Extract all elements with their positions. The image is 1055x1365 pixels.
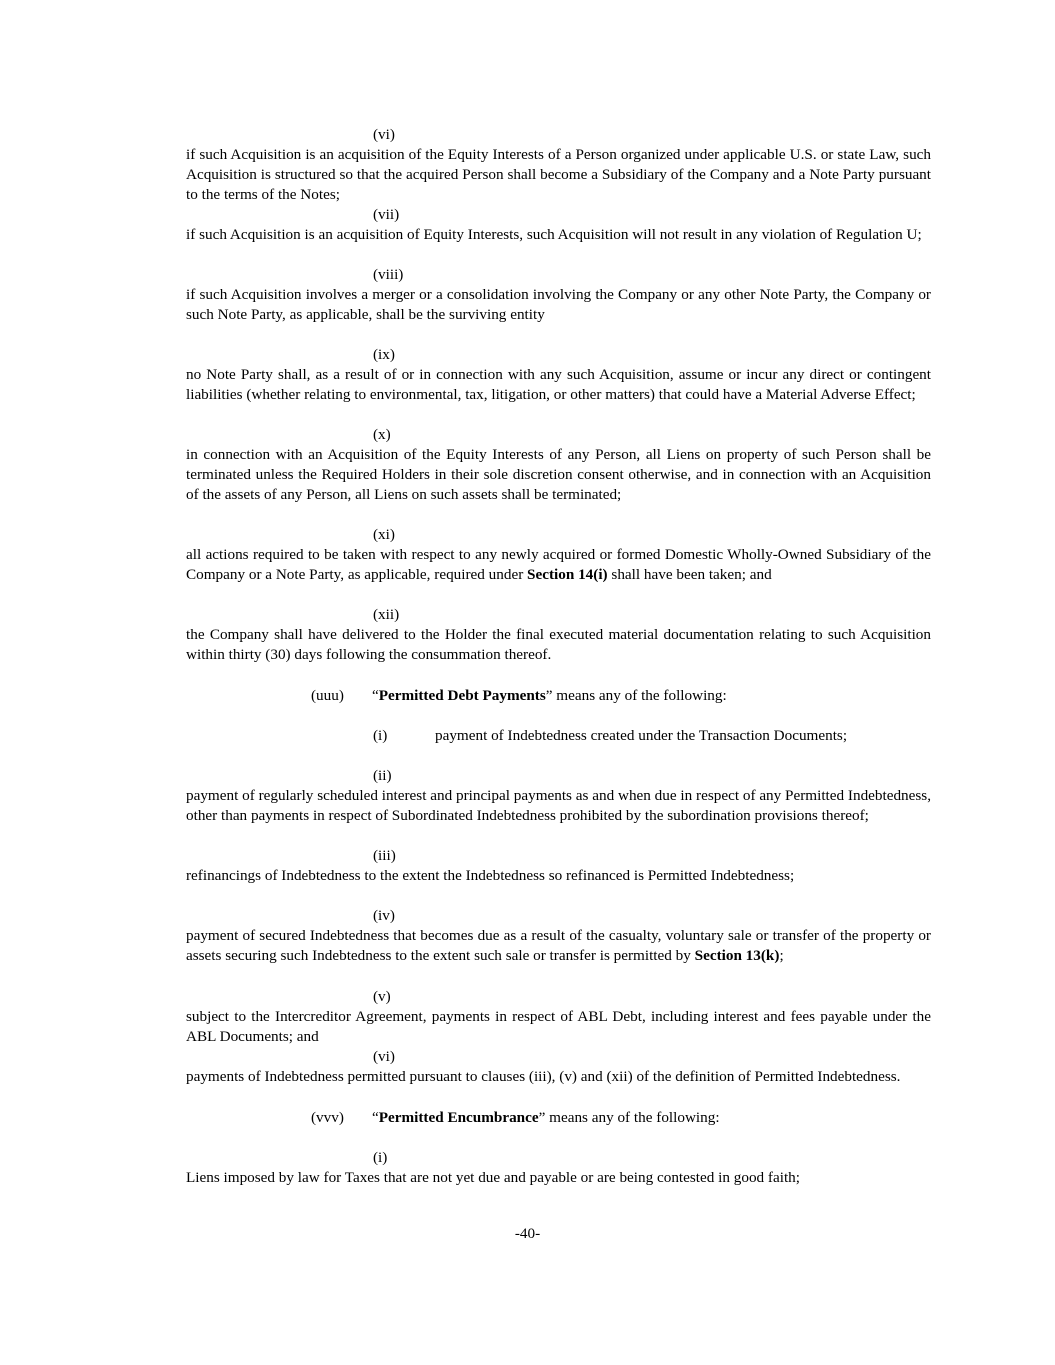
clause-text: if such Acquisition involves a merger or a consolidation involving the Company or any other Note Party, the Company or such Note Party, as applicable, shall be the surviving entity [186, 286, 931, 323]
clause-number: (iii) [373, 847, 396, 864]
clause-viii [186, 265, 931, 325]
clause-text: payment of Indebtedness created under the Transaction Documents; [435, 727, 848, 744]
clause-text: all actions required to be taken with respect to any newly acquired or formed Domestic Wholly-Owned Subsidiary of the Company or a Note Party, as applicable, required under [186, 546, 931, 583]
debt-clause-i [186, 726, 931, 746]
definition-text: ” means any of the following: [538, 1109, 720, 1126]
debt-clause-iii [186, 846, 931, 886]
clause-text: payments of Indebtedness permitted pursuant to clauses (iii), (v) and (xii) of the definition of Permitted Indebtedness. [186, 1068, 901, 1085]
clause-number: (vi) [373, 126, 395, 143]
clause-xii [186, 605, 931, 665]
open-quote: “ [372, 687, 379, 704]
clause-text-end: ; [779, 947, 784, 964]
clause-number: (xii) [373, 606, 400, 623]
open-quote: “ [372, 1109, 379, 1126]
clause-text: no Note Party shall, as a result of or in connection with any such Acquisition, assume or incur any direct or contingent liabilities (whether relating to environmental, tax, litigation, or other matters) that could have a Material Adverse Effect; [186, 366, 931, 403]
clause-text: the Company shall have delivered to the Holder the final executed material documentation relating to such Acquisition within thirty (30) days following the consummation thereof. [186, 626, 931, 663]
clause-number: (ix) [373, 346, 395, 363]
page-number: -40- [514, 1225, 541, 1242]
defined-term: Permitted Encumbrance [378, 1109, 539, 1126]
definition-number: (vvv) [311, 1109, 344, 1126]
clause-number: (i) [373, 727, 388, 744]
clause-number: (xi) [373, 526, 395, 543]
debt-clause-vi [186, 1047, 931, 1087]
definition-permitted-encumbrance [311, 1108, 931, 1128]
clause-text: payment of secured Indebtedness that becomes due as a result of the casualty, voluntary sale or transfer of the property or assets securing such Indebtedness to the extent such sale or transfer is permitted by [186, 927, 931, 964]
debt-clause-iv [186, 906, 931, 966]
clause-text: in connection with an Acquisition of the Equity Interests of any Person, all Liens on property of such Person shall be terminated unless the Required Holders in their sole discretion consent otherwise, and in connection with an Acquisition of the assets of any Person, all Liens on such assets shall be terminated; [186, 446, 931, 503]
clause-number: (ii) [373, 767, 392, 784]
encumbrance-clause-i [186, 1148, 931, 1188]
section-reference: Section 13(k) [694, 947, 780, 964]
clause-number: (vi) [373, 1048, 395, 1065]
defined-term: Permitted Debt Payments [378, 687, 546, 704]
clause-text: if such Acquisition is an acquisition of Equity Interests, such Acquisition will not result in any violation of Regulation U; [186, 226, 922, 243]
clause-number: (viii) [373, 266, 404, 283]
clause-text-end: shall have been taken; and [607, 566, 772, 583]
definition-number: (uuu) [311, 687, 344, 704]
clause-text: refinancings of Indebtedness to the extent the Indebtedness so refinanced is Permitted Indebtedness; [186, 867, 795, 884]
clause-vii [186, 205, 931, 245]
clause-ix [186, 345, 931, 405]
clause-number: (iv) [373, 907, 395, 924]
section-reference: Section 14(i) [527, 566, 608, 583]
definition-text: ” means any of the following: [545, 687, 727, 704]
clause-number: (x) [373, 426, 391, 443]
clause-text: subject to the Intercreditor Agreement, payments in respect of ABL Debt, including interest and fees payable under the ABL Documents; and [186, 1008, 931, 1045]
clause-number: (vii) [373, 206, 400, 223]
clause-vi [186, 125, 931, 205]
debt-clause-ii [186, 766, 931, 826]
clause-text: payment of regularly scheduled interest and principal payments as and when due in respect of any Permitted Indebtedness, other than payments in respect of Subordinated Indebtedness prohibited by the subordination provisions thereof; [186, 787, 931, 824]
clause-text: Liens imposed by law for Taxes that are not yet due and payable or are being contested in good faith; [186, 1169, 800, 1186]
definition-permitted-debt-payments [311, 686, 931, 706]
clause-x [186, 425, 931, 505]
clause-xi [186, 525, 931, 585]
clause-text: if such Acquisition is an acquisition of the Equity Interests of a Person organized under applicable U.S. or state Law, such Acquisition is structured so that the acquired Person shall become a Subsidiary of the Company and a Note Party pursuant to the terms of the Notes; [186, 146, 931, 203]
clause-number: (v) [373, 988, 391, 1005]
clause-number: (i) [373, 1149, 388, 1166]
debt-clause-v [186, 987, 931, 1047]
